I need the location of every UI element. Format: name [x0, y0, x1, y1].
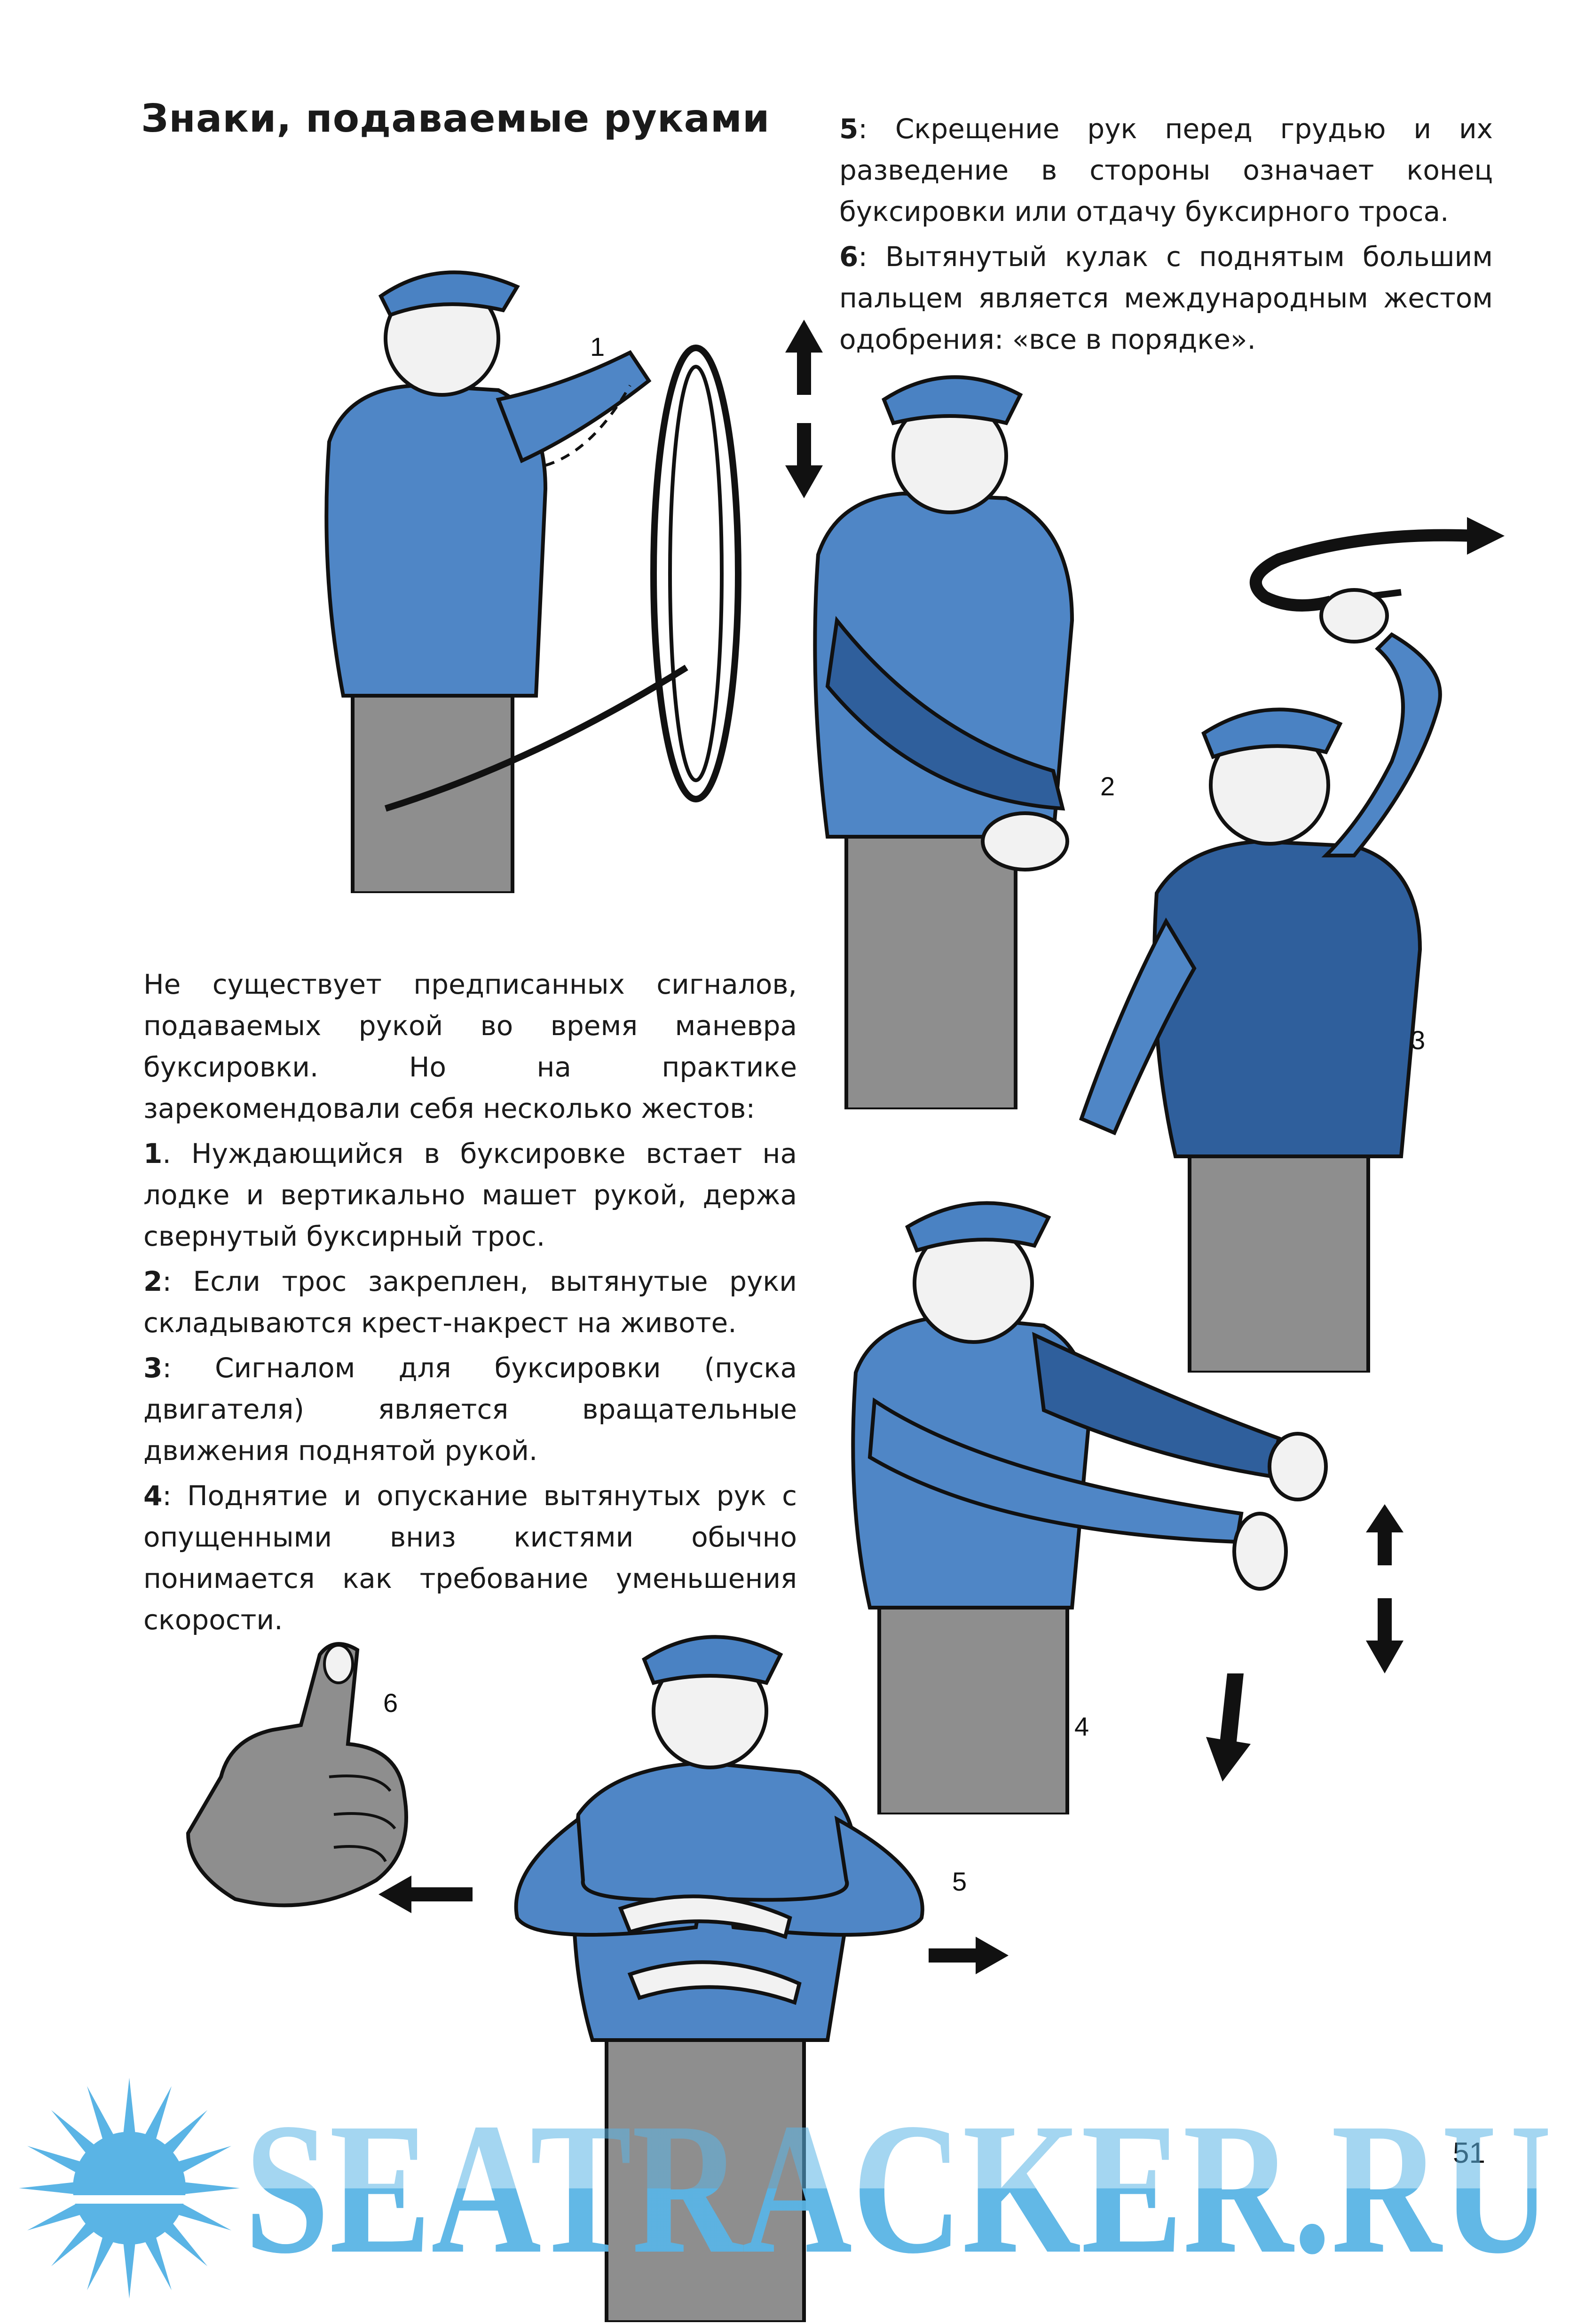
paragraph-1 — [143, 1133, 797, 1257]
item-text: : Скрещение рук перед грудью и их разведение в стороны означает конец буксировки или отдачу буксирного троса. — [839, 113, 1493, 228]
figure-label-4: 4 — [1074, 1712, 1089, 1741]
figure-label-2: 2 — [1100, 771, 1115, 801]
figure-label-5: 5 — [952, 1867, 967, 1896]
item-text: Не существует предписанных сигналов, подаваемых рукой во время маневра буксировки. Но на практике зарекомендовали себя несколько жестов: — [143, 968, 797, 1124]
left-arrow-icon — [379, 1876, 473, 1913]
item-number: 5 — [839, 113, 859, 145]
paragraph-6 — [839, 236, 1493, 360]
item-number: 3 — [143, 1352, 163, 1384]
item-number: 4 — [143, 1480, 163, 1512]
item-number: 1 — [143, 1138, 163, 1170]
right-arrow-icon — [929, 1937, 1009, 1974]
paragraph-4 — [143, 1475, 797, 1641]
paragraph-3 — [143, 1347, 797, 1471]
figure-label-1: 1 — [590, 332, 605, 361]
watermark-label: SEATRACKER.RU — [244, 2087, 1552, 2285]
item-number: 6 — [839, 241, 859, 273]
up-down-arrow-icon — [1364, 1504, 1406, 1673]
item-text: : Сигналом для буксировки (пуска двигателя) является вращательные движения поднятой рукой. — [143, 1352, 797, 1467]
figure-1-sailor-with-rope — [301, 244, 795, 893]
item-text: : Вытянутый кулак с поднятым большим пальцем является международным жестом одобрения: «все в порядке». — [839, 241, 1493, 355]
item-number: 2 — [143, 1265, 163, 1297]
intro-paragraph — [143, 964, 797, 1129]
page-title: Знаки, подаваемые руками — [141, 96, 770, 141]
sun-logo-icon — [19, 2078, 240, 2299]
figure-2-arms-crossed — [809, 357, 1100, 1109]
paragraph-5 — [839, 108, 1493, 232]
right-text-column — [839, 108, 1493, 364]
down-arrow-icon — [1204, 1673, 1255, 1782]
item-text: : Если трос закреплен, вытянутые руки складываются крест-накрест на животе. — [143, 1265, 797, 1339]
paragraph-2 — [143, 1261, 797, 1343]
figure-label-6: 6 — [383, 1688, 398, 1718]
item-text: : Поднятие и опускание вытянутых рук с опущенными вниз кистями обычно понимается как требование уменьшения скорости. — [143, 1480, 797, 1636]
page-number: 51 — [1453, 2137, 1485, 2169]
left-text-column — [143, 964, 797, 1644]
figure-label-3: 3 — [1411, 1025, 1426, 1055]
watermark-text — [244, 2087, 1561, 2285]
item-text: . Нуждающийся в буксировке встает на лодке и вертикально машет рукой, держа свернутый буксирный трос. — [143, 1138, 797, 1252]
